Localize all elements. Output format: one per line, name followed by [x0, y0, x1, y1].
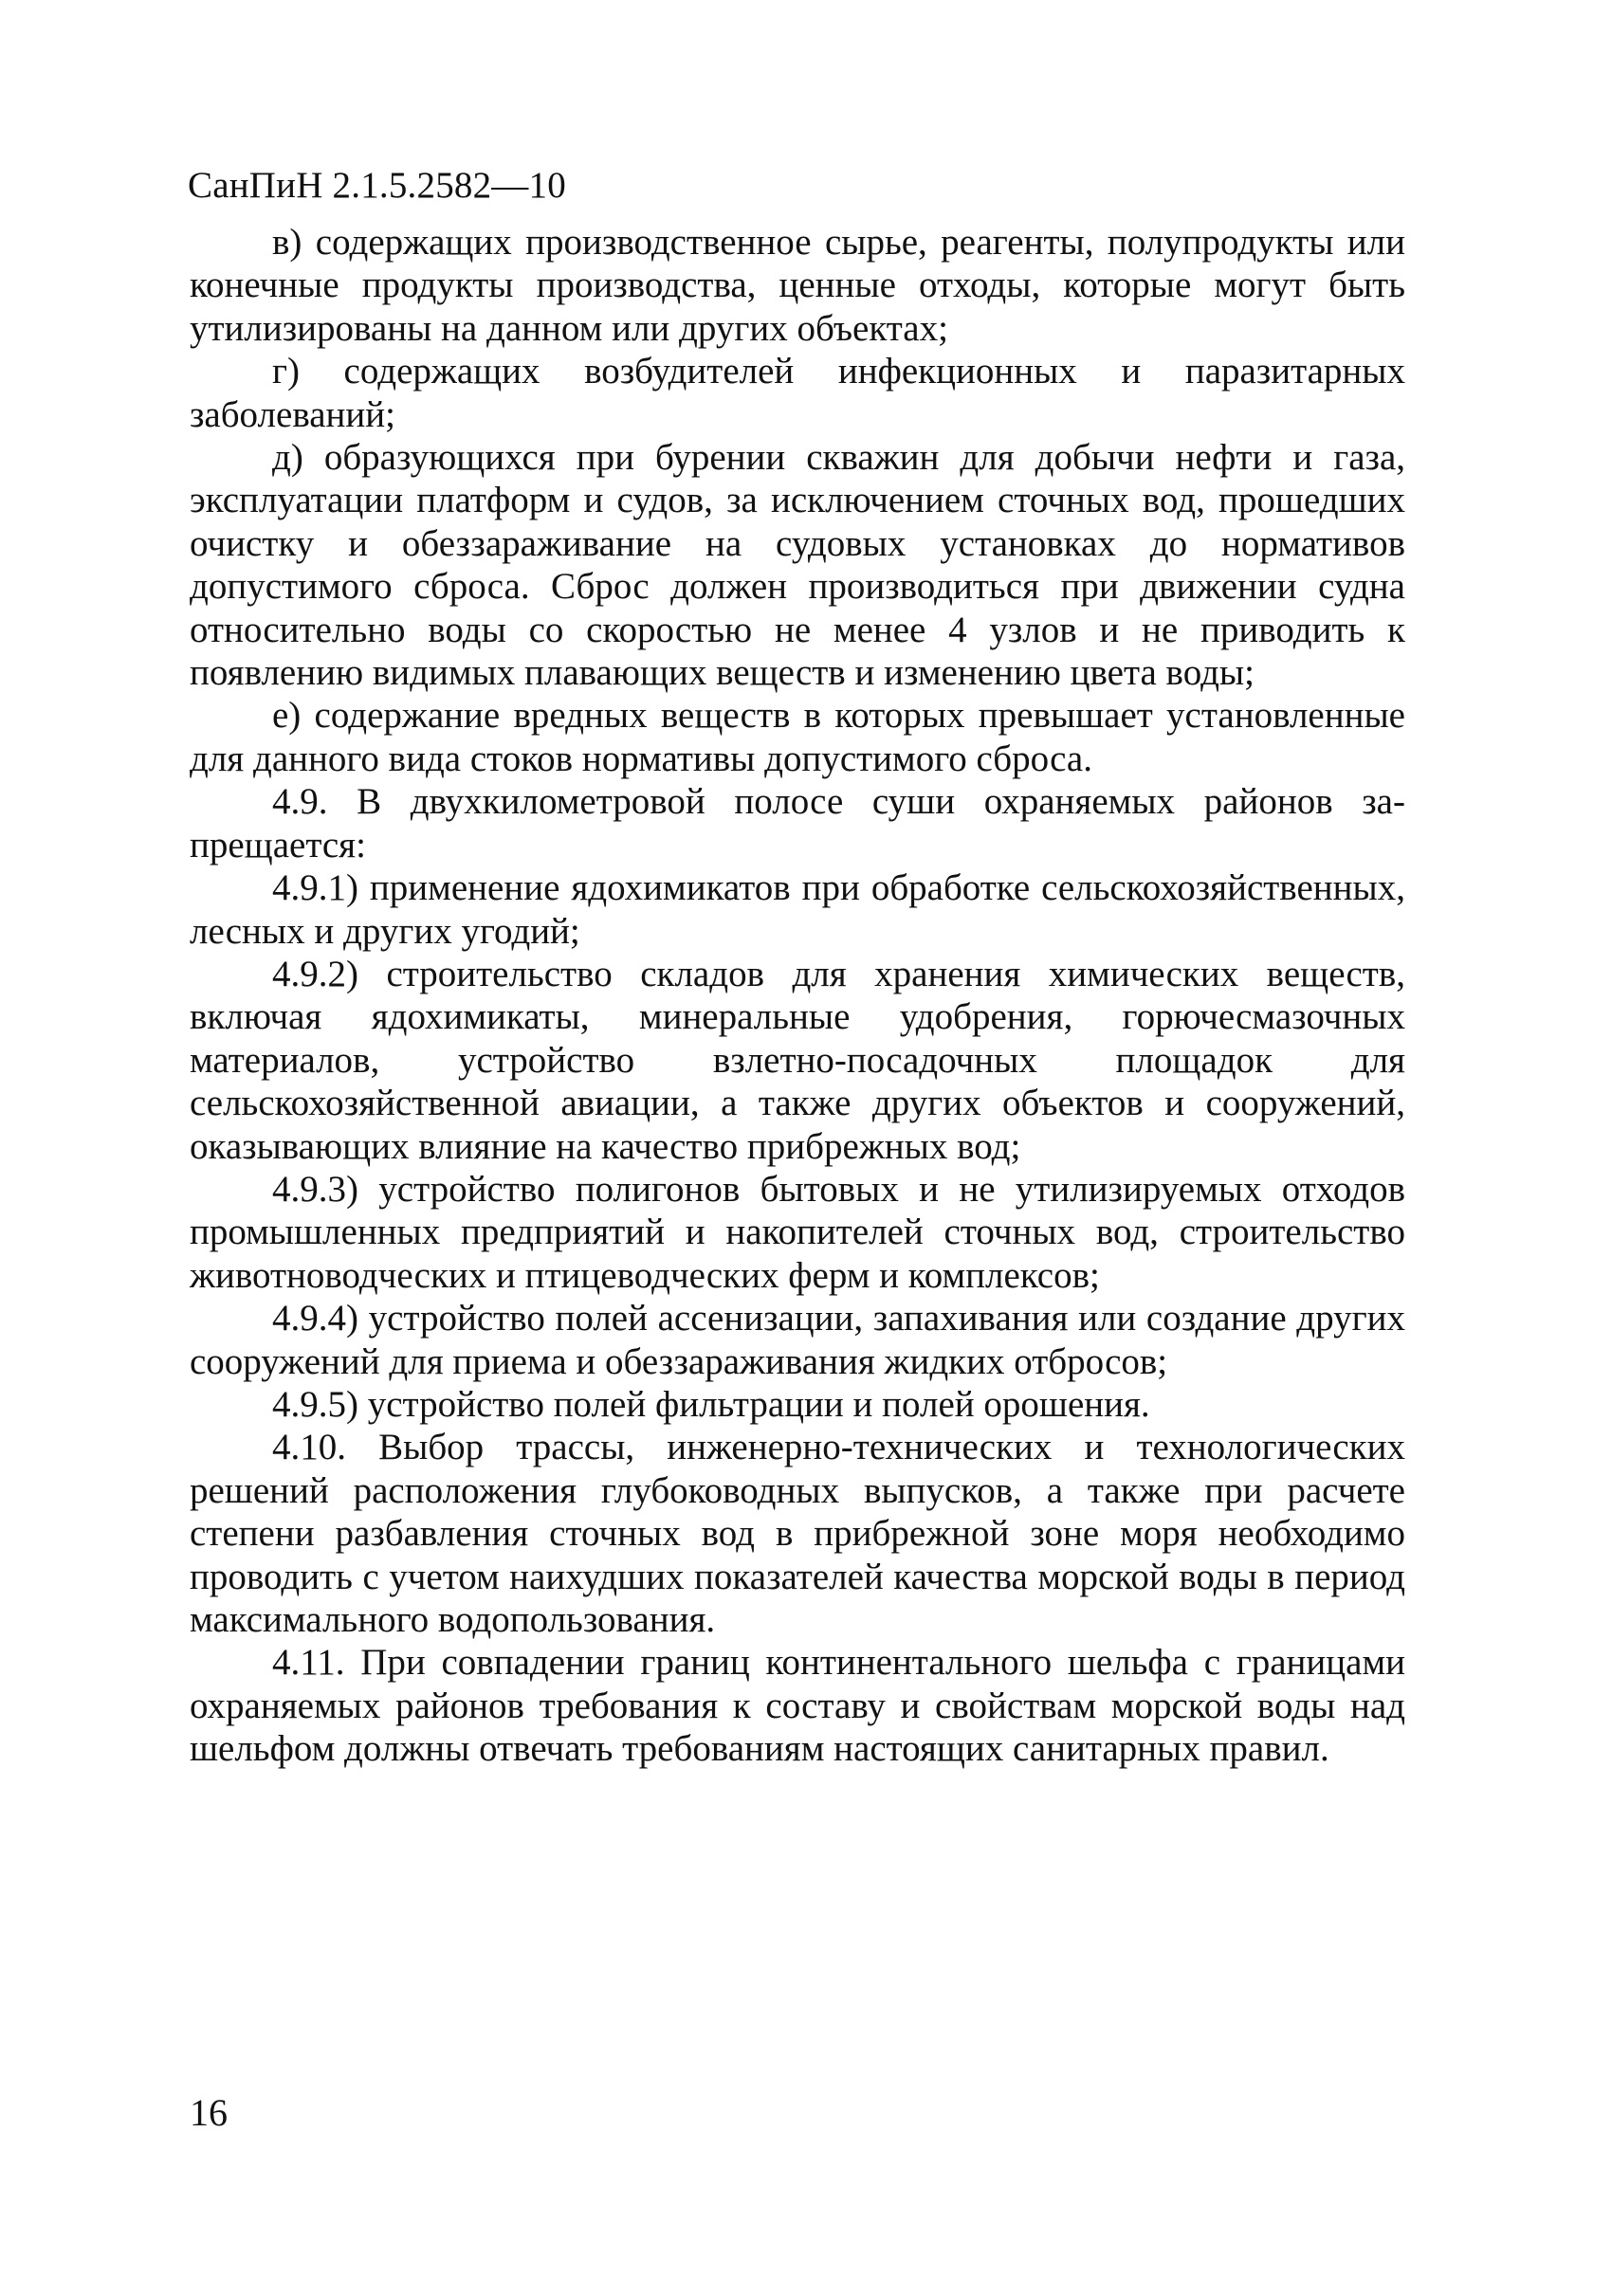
- paragraph-item-g: г) содержащих возбудителей инфекционных и паразитарных заболеваний;: [190, 351, 1405, 435]
- paragraph-4-10: 4.10. Выбор трассы, инженерно-технических и технологических решений расположения глубоководных выпусков, а также при расчете степени разбавления сточных вод в прибрежной зоне моря необходимо проводить с учетом наихудших показателей качества морской воды в период максимального водопользования.: [190, 1427, 1405, 1640]
- paragraph-item-v: в) содержащих производственное сырье, реагенты, полупродукты или конечные продукты производства, ценные отходы, которые могут быть утилизированы на данном или других объектах;: [190, 222, 1405, 349]
- page-number: 16: [190, 2091, 228, 2134]
- paragraph-4-9-3: 4.9.3) устройство полигонов бытовых и не утилизируемых отходов промышленных предприятий и накопителей сточных вод, строительство животноводческих и птицеводческих ферм и комплексов;: [190, 1168, 1405, 1296]
- paragraph-4-9-1: 4.9.1) применение ядохимикатов при обработке сельскохозяйственных, лесных и других угодий;: [190, 867, 1405, 952]
- paragraph-4-9-5: 4.9.5) устройство полей фильтрации и полей орошения.: [272, 1383, 1150, 1425]
- paragraph-4-9-2: 4.9.2) строительство складов для хранения химических веществ, включая ядохимикаты, минеральные удобрения, горючесмазочных материалов, устройство взлетно-посадочных площадок для сельскохозяйственной авиации, а также других объектов и сооружений, оказывающих влияние на качество прибрежных вод;: [190, 953, 1405, 1167]
- document-code-header: СанПиН 2.1.5.2582—10: [188, 165, 566, 206]
- paragraph-4-9-4: 4.9.4) устройство полей ассенизации, запахивания или создание других сооружений для приема и обеззараживания жидких отбросов;: [190, 1298, 1405, 1382]
- paragraph-4-11: 4.11. При совпадении границ континентального шельфа с границами охраняемых районов требования к составу и свойствам морской воды над шельфом должны отвечать требованиям настоящих санитарных правил.: [190, 1642, 1405, 1770]
- paragraph-item-d: д) образующихся при бурении скважин для добычи нефти и газа, эксплуатации платформ и судов, за исключением сточных вод, прошедших очистку и обеззараживание на судовых установках до нормативов допустимого сброса. Сброс должен производиться при движении судна относительно воды со скоростью не менее 4 узлов и не приводить к появлению видимых плавающих веществ и изменению цвета воды;: [190, 437, 1405, 694]
- document-body: [190, 221, 1405, 1771]
- paragraph-4-9: 4.9. В двухкилометровой полосе суши охраняемых районов запрещается:: [190, 781, 1405, 866]
- paragraph-item-e: е) содержание вредных веществ в которых превышает установленные для данного вида стоков нормативы допустимого сброса.: [190, 695, 1405, 779]
